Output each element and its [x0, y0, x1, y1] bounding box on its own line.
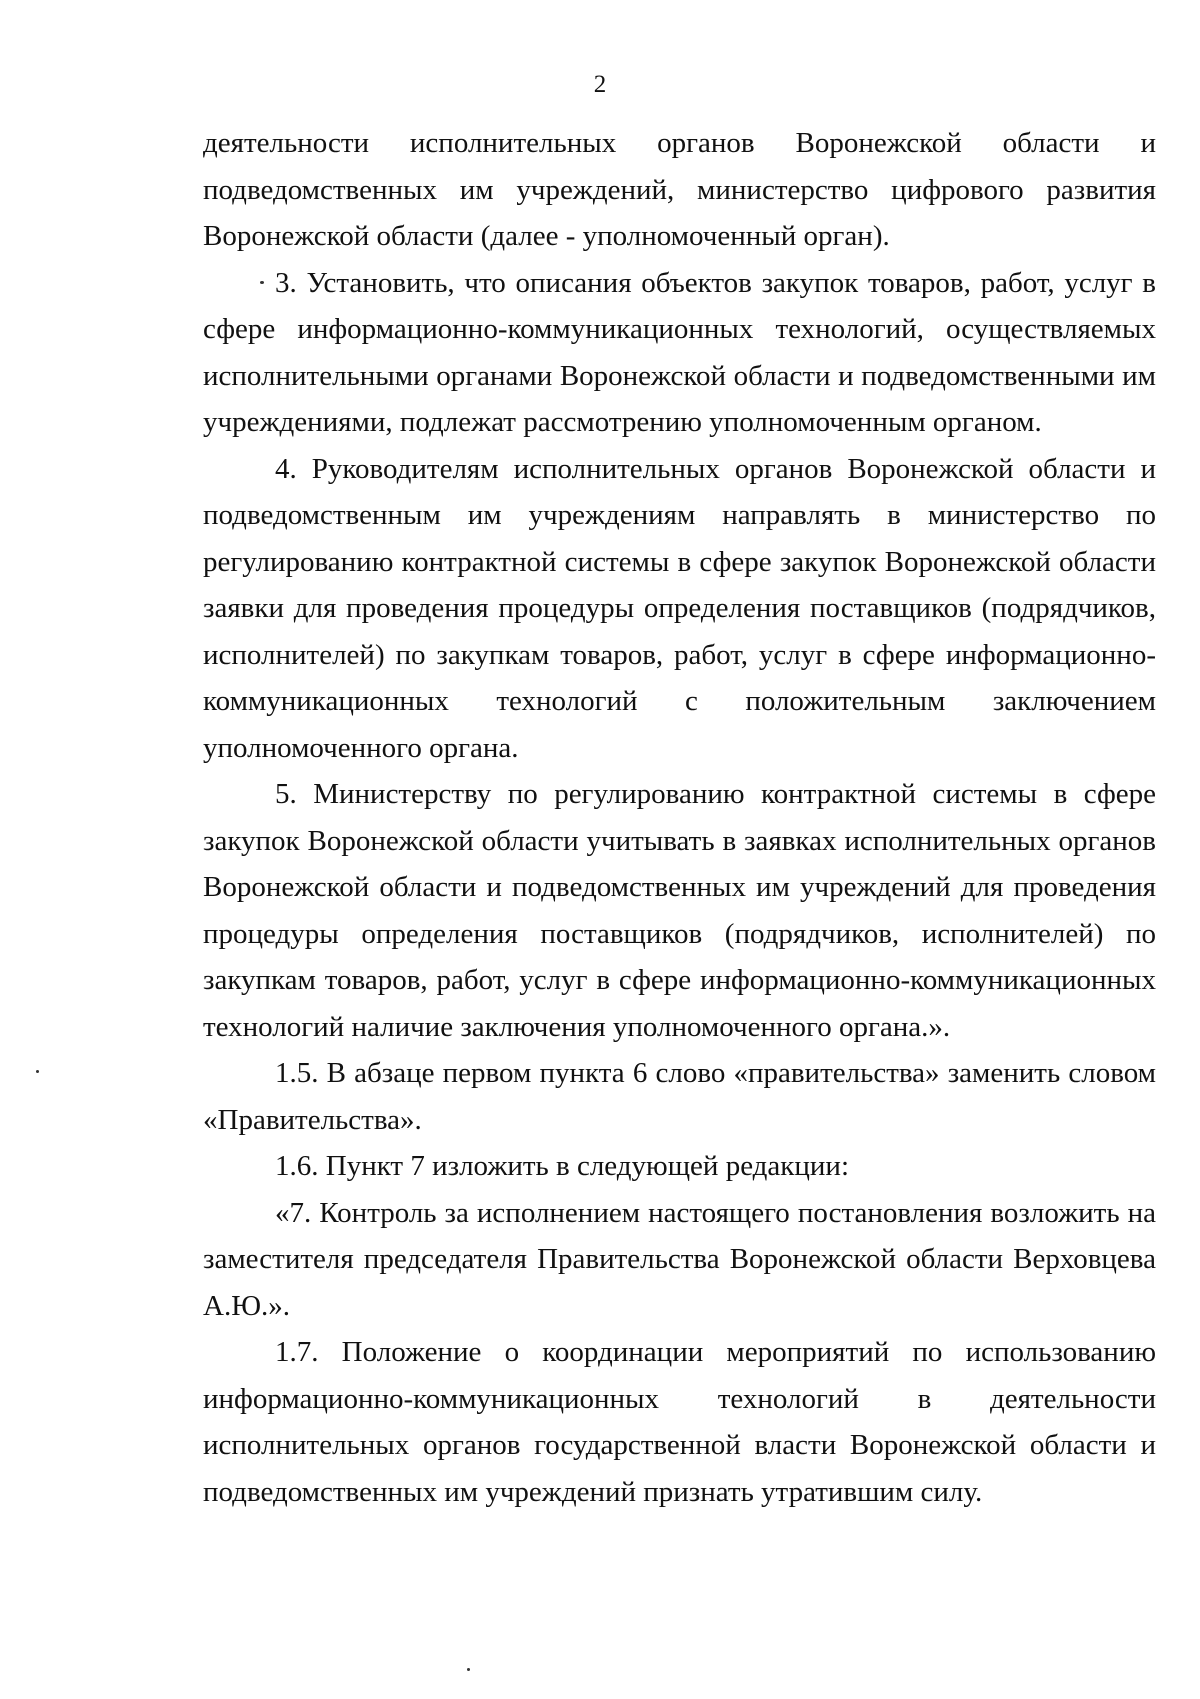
paragraph-item-4: 4. Руководителям исполнительных органов Воронежской области и подведомственным им учреждениям направлять в министерство по регулированию контрактной системы в сфере закупок Воронежской области заявки для проведения процедуры определения поставщиков (подрядчиков, исполнителей) по закупкам товаров, работ, услуг в сфере информационно-коммуникационных технологий с положительным заключением уполномоченного органа.	[203, 452, 1156, 764]
paragraph-item-1-7: 1.7. Положение о координации мероприятий по использованию информационно-коммуникационных технологий в деятельности исполнительных органов государственной власти Воронежской области и подведомственных им учреждений признать утратившим силу.	[203, 1336, 1156, 1508]
scan-speck	[36, 1070, 39, 1073]
scan-speck	[260, 281, 264, 284]
paragraph-item-1-5: 1.5. В абзаце первом пункта 6 слово «правительства» заменить словом «Правительства».	[203, 1057, 1156, 1136]
page-number: 2	[593, 71, 607, 98]
paragraph-item-1-6: 1.6. Пункт 7 изложить в следующей редакции:	[275, 1150, 850, 1182]
scan-speck	[467, 1668, 470, 1671]
paragraph-item-3: 3. Установить, что описания объектов закупок товаров, работ, услуг в сфере информационно-коммуникационных технологий, осуществляемых исполнительными органами Воронежской области и подведомственными им учреждениями, подлежат рассмотрению уполномоченным органом.	[203, 266, 1156, 438]
document-body	[203, 120, 1156, 1515]
paragraph-item-7-quote: «7. Контроль за исполнением настоящего постановления возложить на заместителя председателя Правительства Воронежской области Верховцева А.Ю.».	[203, 1196, 1156, 1322]
paragraph-item-5: 5. Министерству по регулированию контрактной системы в сфере закупок Воронежской области учитывать в заявках исполнительных органов Воронежской области и подведомственных им учреждений для проведения процедуры определения поставщиков (подрядчиков, исполнителей) по закупкам товаров, работ, услуг в сфере информационно-коммуникационных технологий наличие заключения уполномоченного органа.».	[203, 778, 1156, 1043]
paragraph-continuation: деятельности исполнительных органов Воронежской области и подведомственных им учреждений, министерство цифрового развития Воронежской области (далее - уполномоченный орган).	[203, 127, 1156, 252]
